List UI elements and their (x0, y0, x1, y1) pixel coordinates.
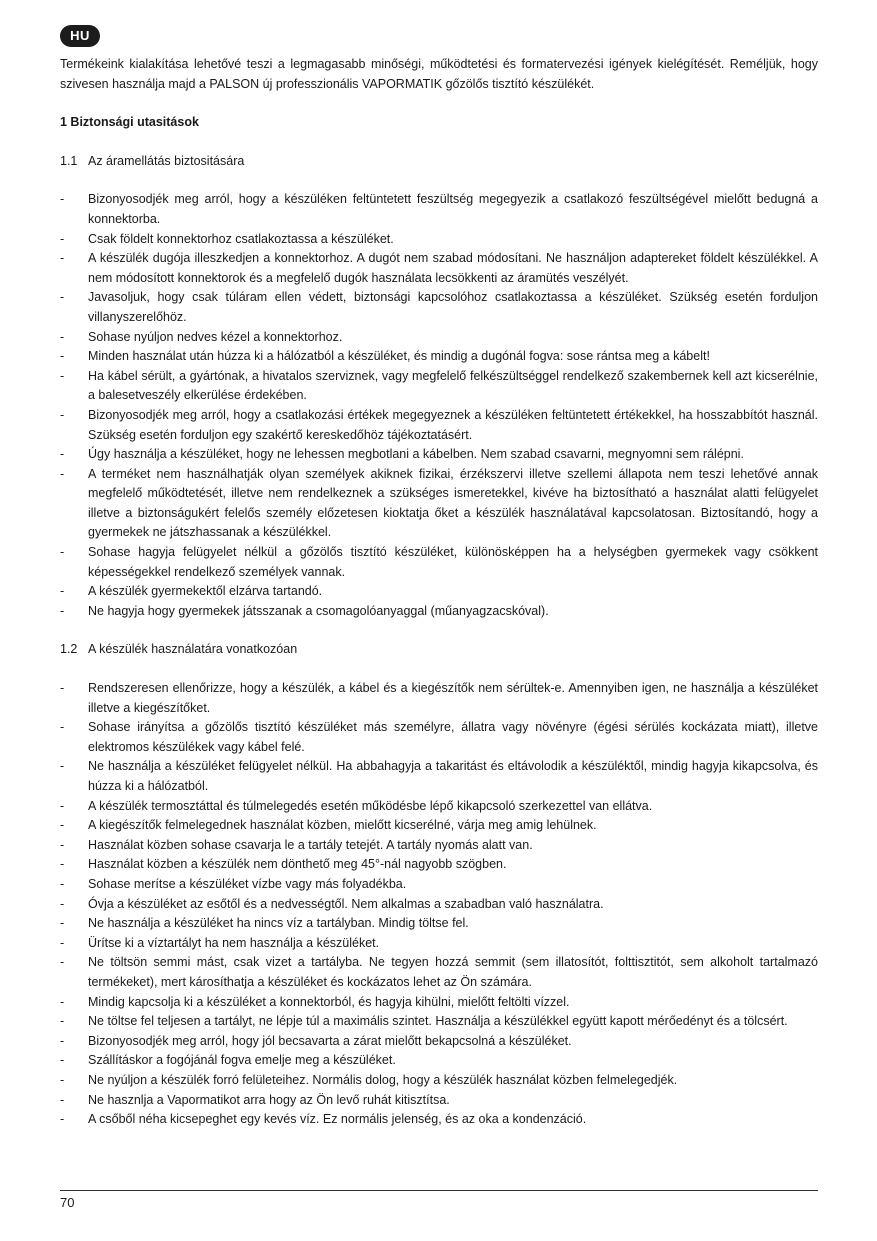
bullet-dash: - (60, 1053, 65, 1068)
list-item (60, 836, 818, 856)
subsections (60, 152, 818, 1130)
bullet-dash: - (60, 720, 65, 735)
list-item (60, 895, 818, 915)
list-item-text: Csak földelt konnektorhoz csatlakoztassa a készüléket. (88, 231, 394, 246)
list-item-text: Javasoljuk, hogy csak túláram ellen védett, biztonsági kapcsolóhoz csatlakoztassa a készüléket. Szükség esetén forduljon villanyszerelőhöz. (88, 290, 818, 324)
bullet-dash: - (60, 447, 65, 462)
bullet-dash: - (60, 681, 65, 696)
bullet-dash: - (60, 192, 65, 207)
list-item-text: Használat közben sohase csavarja le a tartály tetejét. A tartály nyomás alatt van. (88, 837, 533, 852)
bullet-dash: - (60, 368, 65, 383)
list-item (60, 288, 818, 327)
list-item-text: Ne használja a készüléket ha nincs víz a tartályban. Mindig töltse fel. (88, 916, 469, 931)
bullet-dash: - (60, 798, 65, 813)
subsection-number: 1.1 (60, 153, 78, 168)
list-item (60, 249, 818, 288)
list-item-text: Ne nyúljon a készülék forró felületeihez. Normális dolog, hogy a készülék használat közben felmelegedjék. (88, 1072, 678, 1087)
list-item (60, 679, 818, 718)
list-item (60, 602, 818, 622)
list-item-text: Minden használat után húzza ki a hálózatból a készüléket, és mindig a dugónál fogva: sose rántsa meg a kábelt! (88, 349, 710, 364)
bullet-dash: - (60, 545, 65, 560)
list-item (60, 797, 818, 817)
list-item (60, 190, 818, 229)
bullet-dash: - (60, 876, 65, 891)
list-item (60, 582, 818, 602)
bullet-dash: - (60, 935, 65, 950)
page-number: 70 (60, 1195, 75, 1210)
list-item (60, 1110, 818, 1130)
list-item (60, 1091, 818, 1111)
safety-list (60, 679, 818, 1130)
bullet-dash: - (60, 994, 65, 1009)
bullet-dash: - (60, 584, 65, 599)
list-item-text: Sohase nyúljon nedves kézel a konnektorhoz. (88, 329, 343, 344)
bullet-dash: - (60, 1112, 65, 1127)
list-item (60, 1032, 818, 1052)
bullet-dash: - (60, 1072, 65, 1087)
list-item (60, 1012, 818, 1032)
list-item-text: A készülék dugója illeszkedjen a konnektorhoz. A dugót nem szabad módosítani. Ne használjon adaptereket földelt készülékkel. A nem módosított konnektorok és a megfelelő dugók használata lecsökkenti az áramütés veszélyét. (88, 251, 818, 285)
list-item (60, 328, 818, 348)
list-item-text: Mindig kapcsolja ki a készüléket a konnektorból, és hagyja kihülni, mielőtt feltölti vízzel. (88, 994, 570, 1009)
bullet-dash: - (60, 857, 65, 872)
bullet-dash: - (60, 955, 65, 970)
intro-paragraph: Termékeink kialakítása lehetővé teszi a legmagasabb minőségi, működtetési és formatervezési igények kielégítését. Reméljük, hogy szivesen használja majd a PALSON új professzionális VAPORMATIK gőzölős tisztító készülékét. (60, 57, 818, 91)
bullet-dash: - (60, 231, 65, 246)
bullet-dash: - (60, 329, 65, 344)
list-item-text: Ne hagyja hogy gyermekek játsszanak a csomagolóanyaggal (műanyagzacskóval). (88, 603, 549, 618)
bullet-dash: - (60, 818, 65, 833)
list-item-text: Ne töltse fel teljesen a tartályt, ne lépje túl a maximális szintet. Használja a készülékkel együtt kapott mérőedényt és a tölcsért. (88, 1014, 788, 1029)
list-item (60, 1071, 818, 1091)
list-item (60, 953, 818, 992)
bullet-dash: - (60, 759, 65, 774)
list-item-text: A terméket nem használhatják olyan személyek akiknek fizikai, érzékszervi illetve szellemi állapota nem teszi lehetővé annak megfelelő működtetését, illetve nem rendelkeznek a szükséges ismeretekkel, kivéve ha biztosítható a használat alatti felügyelet illetve a biztonságukért felelős személy előzetesen kioktatja őket a készülék használatával kapcsolatosan. Biztosítandó, hogy a gyermekek ne játszhassanak a készülékkel. (88, 466, 818, 540)
list-item (60, 347, 818, 367)
section-title: 1 Biztonsági utasitások (60, 115, 199, 130)
list-item-text: Ne töltsön semmi mást, csak vizet a tartályba. Ne tegyen hozzá semmit (sem illatosítót, folttisztitót, sem alkoholt tartalmazó termékeket), mert károsíthatja a készüléket és kockázatos lehet az Ön számára. (88, 955, 818, 989)
bullet-dash: - (60, 407, 65, 422)
list-item (60, 445, 818, 465)
list-item-text: Ne hasznlja a Vapormatikot arra hogy az Ön levő ruhát kitisztítsa. (88, 1092, 450, 1107)
subsection-title: A készülék használatára vonatkozóan (88, 642, 298, 657)
list-item (60, 993, 818, 1013)
list-item (60, 230, 818, 250)
list-item (60, 406, 818, 445)
bullet-dash: - (60, 837, 65, 852)
list-item (60, 718, 818, 757)
page-content (60, 25, 818, 1130)
list-item-text: Szállításkor a fogójánál fogva emelje meg a készüléket. (88, 1053, 396, 1068)
list-item-text: Sohase merítse a készüléket vízbe vagy más folyadékba. (88, 876, 407, 891)
list-item (60, 757, 818, 796)
list-item-text: Ha kábel sérült, a gyártónak, a hivatalos szerviznek, vagy megfelelő felkészültséggel rendelkező szakembernek kell azt kicserélnie, a balesetveszély elkerülése érdekében. (88, 368, 818, 403)
list-item-text: Ürítse ki a víztartályt ha nem használja a készüléket. (88, 935, 380, 950)
bullet-dash: - (60, 290, 65, 305)
list-item-text: Rendszeresen ellenőrizze, hogy a készülék, a kábel és a kiegészítők nem sérültek-e. Amennyiben igen, ne használja a készüléket illetve a kiegészítőket. (88, 681, 818, 715)
list-item-text: A készülék termosztáttal és túlmelegedés esetén működésbe lépő kikapcsoló szerkezettel van ellátva. (88, 798, 653, 813)
list-item-text: Bizonyosodjék meg arról, hogy jól becsavarta a zárat mielőtt bekapcsolná a készüléket. (88, 1033, 572, 1048)
list-item (60, 1051, 818, 1071)
safety-list (60, 190, 818, 621)
list-item (60, 934, 818, 954)
bullet-dash: - (60, 896, 65, 911)
bullet-dash: - (60, 349, 65, 364)
list-item-text: Sohase hagyja felügyelet nélkül a gőzölős tisztító készüléket, különösképpen ha a helységben gyermekek vagy csökkent képességekkel rendelkező személyek vannak. (88, 545, 818, 579)
subsection-number: 1.2 (60, 642, 78, 657)
bullet-dash: - (60, 1033, 65, 1048)
list-item (60, 543, 818, 582)
list-item (60, 855, 818, 875)
list-item-text: Bizonyosodjék meg arról, hogy a csatlakozási értékek megegyeznek a készüléken feltüntetett értékekkel, ha hosszabbítót használ. Szükség esetén forduljon egy szakértő kereskedőhöz tájékoztatásért. (88, 407, 818, 442)
list-item (60, 816, 818, 836)
list-item (60, 875, 818, 895)
list-item-text: Óvja a készüléket az esőtől és a nedvességtől. Nem alkalmas a szabadban való használatra. (88, 896, 604, 911)
bullet-dash: - (60, 1014, 65, 1029)
language-badge: HU (60, 25, 100, 47)
subsection-title: Az áramellátás biztositására (88, 153, 245, 168)
list-item-text: A csőből néha kicsepeghet egy kevés víz. Ez normális jelenség, és az oka a kondenzáció. (88, 1112, 587, 1127)
bullet-dash: - (60, 603, 65, 618)
subsection-heading (60, 640, 818, 660)
list-item-text: Használat közben a készülék nem dönthető meg 45°-nál nagyobb szögben. (88, 857, 507, 872)
bullet-dash: - (60, 251, 65, 266)
bullet-dash: - (60, 916, 65, 931)
list-item-text: Úgy használja a készüléket, hogy ne lehessen megbotlani a kábelben. Nem szabad csavarni, megnyomni sem rálépni. (88, 447, 744, 462)
bullet-dash: - (60, 466, 65, 481)
footer-divider (60, 1190, 818, 1191)
list-item (60, 914, 818, 934)
list-item-text: Ne használja a készüléket felügyelet nélkül. Ha abbahagyja a takaritást és eltávolodik a készüléktől, mindig hagyja kikapcsolva, és húzza ki a hálózatból. (88, 759, 818, 793)
list-item-text: Sohase irányítsa a gőzölős tisztító készüléket más személyre, állatra vagy növényre (égési sérülés kockázata miatt), illetve elektromos készülékek vagy kábel felé. (88, 720, 818, 754)
list-item (60, 465, 818, 543)
list-item (60, 367, 818, 406)
subsection-heading (60, 152, 818, 172)
bullet-dash: - (60, 1092, 65, 1107)
list-item-text: A készülék gyermekektől elzárva tartandó. (88, 584, 323, 599)
list-item-text: Bizonyosodjék meg arról, hogy a készüléken feltüntetett feszültség megegyezik a csatlakozó feszültségével mielőtt bedugná a konnektorba. (88, 192, 818, 226)
list-item-text: A kiegészítők felmelegednek használat közben, mielőtt kicserélné, várja meg amig lehülnek. (88, 818, 597, 833)
